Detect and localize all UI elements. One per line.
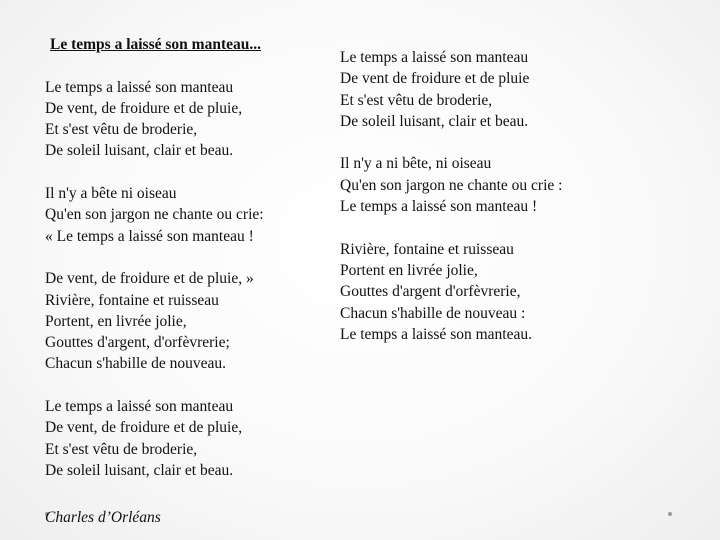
- poem-line: De vent, de froidure et de pluie,: [45, 419, 243, 437]
- poem-line: Le temps a laissé son manteau: [340, 49, 529, 66]
- poem-line: Il n'y a ni bête, ni oiseau: [340, 155, 492, 173]
- poem-line: De soleil luisant, clair et beau.: [340, 112, 529, 130]
- poem-line: Portent, en livrée jolie,: [45, 312, 187, 330]
- author-name: Charles d’Orléans: [45, 509, 161, 526]
- poem-line: Gouttes d'argent, d'orfèvrerie;: [45, 334, 230, 352]
- poem-line: Rivière, fontaine et ruisseau: [45, 291, 219, 309]
- title-spacer: [45, 55, 264, 76]
- poem-line: Qu'en son jargon ne chante ou crie:: [45, 206, 264, 224]
- poem-line: Qu'en son jargon ne chante ou crie :: [340, 176, 563, 194]
- stanza: [340, 153, 562, 217]
- poem-line: Il n'y a bête ni oiseau: [45, 185, 177, 203]
- poem-line: Et s'est vêtu de broderie,: [45, 440, 198, 458]
- poem-line: De vent, de froidure et de pluie,: [45, 99, 243, 117]
- stanza: [340, 239, 562, 345]
- poem-line: De soleil luisant, clair et beau.: [45, 142, 234, 160]
- poem-title: Le temps a laissé son manteau...: [50, 36, 261, 53]
- poem-line: Gouttes d'argent d'orfèvrerie,: [340, 283, 521, 301]
- bullet-dot-right: [668, 512, 672, 516]
- poem-line: Rivière, fontaine et ruisseau: [340, 240, 514, 258]
- poem-line: Le temps a laissé son manteau.: [340, 325, 532, 343]
- stanza: [340, 47, 562, 132]
- poem-right-column: [340, 47, 562, 345]
- poem-line: Chacun s'habille de nouveau.: [45, 355, 226, 373]
- stanza: [45, 183, 264, 247]
- poem-line: Et s'est vêtu de broderie,: [45, 121, 198, 139]
- poem-left-column: [45, 34, 264, 481]
- poem-line: Et s'est vêtu de broderie,: [340, 91, 493, 109]
- left-stanzas: [45, 77, 264, 482]
- right-stanzas: [340, 47, 562, 345]
- stanza: [45, 77, 264, 162]
- stanza: [45, 268, 264, 374]
- poem-line: De vent de froidure et de pluie: [340, 70, 530, 88]
- poem-line: Le temps a laissé son manteau: [45, 78, 234, 96]
- poem-line: Le temps a laissé son manteau !: [340, 198, 538, 216]
- stanza: [45, 396, 264, 481]
- poem-line: Portent en livrée jolie,: [340, 261, 478, 279]
- poem-line: De vent, de froidure et de pluie, »: [45, 270, 254, 288]
- poem-line: « Le temps a laissé son manteau !: [45, 227, 254, 245]
- poem-line: Le temps a laissé son manteau: [45, 398, 234, 416]
- poem-line: Chacun s'habille de nouveau :: [340, 304, 526, 322]
- poem-line: De soleil luisant, clair et beau.: [45, 461, 234, 479]
